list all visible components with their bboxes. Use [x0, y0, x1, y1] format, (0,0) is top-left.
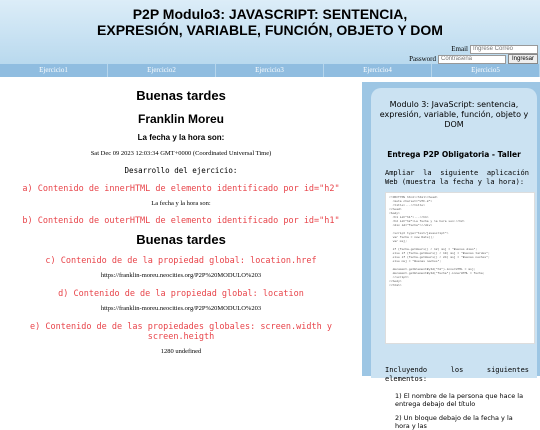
assignment-intro: Ampliar la siguiente aplicación Web (muestra la fecha y la hora):: [385, 169, 529, 186]
date-value: Sat Dec 09 2023 12:03:34 GMT+0000 (Coordinated Universal Time): [90, 150, 272, 157]
login-form: [409, 44, 538, 64]
nav-item-ejercicio5[interactable]: Ejercicio5: [432, 64, 540, 77]
item-a-value: La fecha y la hora son:: [151, 200, 211, 207]
assignment-including: Incluyendo los siguientes elementos:: [385, 366, 529, 383]
page-title-line2: EXPRESIÓN, VARIABLE, FUNCIÓN, OBJETO Y DOM: [97, 22, 443, 38]
list-item: 1) El nombre de la persona que hace la entrega debajo del título: [395, 392, 524, 408]
exercise-heading: Desarrollo del ejercicio:: [124, 166, 238, 175]
assignment-list: [395, 392, 529, 430]
list-item: 2) Un bloque debajo de la fecha y la hora y las: [395, 414, 513, 430]
page-header: [0, 0, 540, 64]
item-c-heading: c) Contenido de de la propiedad global: location.href: [45, 256, 317, 266]
nav-item-ejercicio3[interactable]: Ejercicio3: [216, 64, 324, 77]
password-label: Password: [409, 55, 436, 63]
page-title-line1: P2P Modulo3: JAVASCRIPT: SENTENCIA,: [132, 6, 408, 22]
student-name: Franklin Moreu: [137, 112, 224, 126]
code-screenshot-image: <!DOCTYPE html><html><head> <meta charset="UTF-8"> <title>...</title> </head> <body> <h1 id="h1">...</h1> <h2 id="h2">La fecha y la hora son:</h2> <div id="fecha"></div> <script type="text/javascript"> var fecha = new Date(); var msj; if (fecha.getHours() < 12) msj = "Buenos dias"; else if (fecha.getHours() < 19) msj = "Buenas tardes"; else if (fecha.getHours() < 24) msj = "Buenas noches"; else msj = "Buenas noches"; document.getElementById("h1").innerHTML = msj; document.getElementById("fecha").innerHTML = fecha; </script> </body> </html>: [385, 192, 535, 344]
nav-item-ejercicio2[interactable]: Ejercicio2: [108, 64, 216, 77]
item-e-heading-line2: screen.heigth: [147, 332, 215, 342]
date-heading: La fecha y la hora son:: [137, 133, 225, 142]
assignment-card: [371, 88, 537, 430]
login-button[interactable]: Ingresar: [508, 54, 538, 64]
item-a-heading: a) Contenido de innerHTML de elemento identificado por id="h2": [22, 184, 340, 194]
assignment-title: Modulo 3: JavaScript: sentencia, expresión, variable, función, objeto y DOM: [379, 100, 529, 129]
item-e-heading: [0, 322, 362, 342]
item-c-value: https://franklin-moreu.neocities.org/P2P%20MODULO%203: [100, 272, 262, 279]
item-e-value: 1280 undefined: [160, 348, 202, 355]
main-nav: [0, 64, 540, 77]
item-d-value: https://franklin-moreu.neocities.org/P2P%20MODULO%203: [100, 305, 262, 312]
nav-item-ejercicio1[interactable]: Ejercicio1: [0, 64, 108, 77]
nav-item-ejercicio4[interactable]: Ejercicio4: [324, 64, 432, 77]
item-d-heading: d) Contenido de de la propiedad global: location: [58, 289, 304, 299]
password-field[interactable]: [438, 55, 506, 64]
item-e-heading-line1: e) Contenido de de las propiedades globales: screen.width y: [30, 322, 332, 332]
page-title: [0, 0, 540, 38]
assignment-subtitle: Entrega P2P Obligatoria - Taller: [387, 150, 521, 159]
item-b-heading: b) Contenido de outerHTML de elemento identificado por id="h1": [22, 216, 340, 226]
email-label: Email: [451, 45, 468, 53]
greeting-heading: Buenas tardes: [136, 88, 226, 103]
main-content: [0, 82, 362, 376]
item-b-value: Buenas tardes: [136, 232, 226, 247]
email-field[interactable]: [470, 45, 538, 54]
